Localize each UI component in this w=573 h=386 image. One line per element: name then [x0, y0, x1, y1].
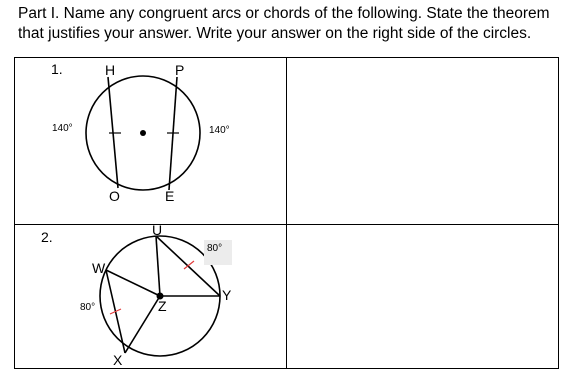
segment-xz [125, 296, 160, 353]
problem-1-answer-cell[interactable] [287, 58, 559, 225]
arc-left-measure: 140° [52, 123, 73, 134]
problem-1-figure-cell [15, 58, 287, 225]
point-y-label: Y [222, 287, 232, 303]
point-z-label: Z [158, 298, 167, 314]
problem-2-answer-cell[interactable] [287, 225, 559, 369]
arc-right-measure: 140° [209, 125, 230, 136]
problem-2-figure-cell [15, 225, 287, 369]
point-e-label: E [165, 188, 175, 204]
point-x-label: X [113, 352, 123, 368]
segment-uz [156, 236, 160, 296]
point-u-label: U [152, 225, 163, 238]
point-p-label: P [175, 62, 185, 78]
problem-1-diagram [15, 58, 286, 225]
problem-2-diagram [15, 225, 286, 369]
instructions-line-2: that justifies your answer. Write your answer on the right side of the circles. [18, 25, 532, 42]
point-h-label: H [105, 62, 116, 78]
problem-row-2 [15, 225, 559, 369]
worksheet-table [14, 57, 559, 369]
instructions-line-1: Part I. Name any congruent arcs or chords of the following. State the theorem [18, 5, 550, 22]
point-w-label: W [92, 260, 106, 276]
point-o-label: O [109, 188, 120, 204]
segment-wz [106, 270, 160, 296]
center-point [140, 130, 146, 136]
arc-wx-measure: 80° [80, 302, 96, 313]
instructions [18, 4, 568, 44]
problem-2-number: 2. [41, 229, 53, 245]
problem-1-number: 1. [51, 61, 63, 77]
arc-uy-measure: 80° [207, 243, 223, 254]
problem-row-1 [15, 58, 559, 225]
